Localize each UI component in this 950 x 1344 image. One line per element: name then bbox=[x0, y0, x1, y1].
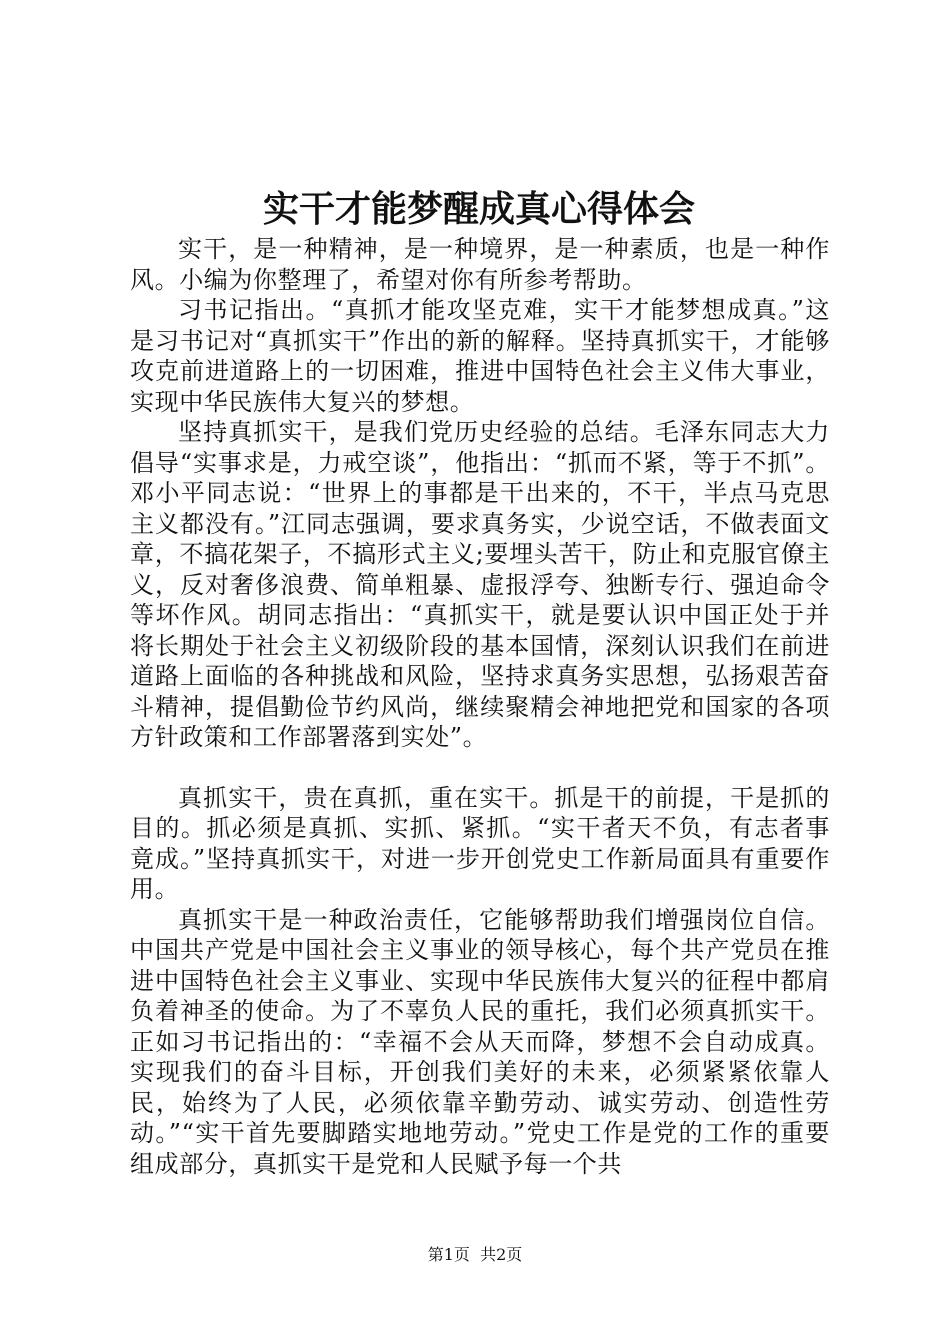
page-total: 共2页 bbox=[480, 1245, 523, 1264]
document-title: 实干才能梦醒成真心得体会 bbox=[262, 188, 695, 230]
paragraph-essence: 真抓实干，贵在真抓，重在实干。抓是干的前提，干是抓的目的。抓必须是真抓、实抓、紧抓。“实干者天不负，有志者事竟成。”坚持真抓实干，对进一步开创党史工作新局面具有重要作用。 bbox=[130, 783, 830, 903]
document-body bbox=[130, 234, 830, 1179]
paragraph-responsibility: 真抓实干是一种政治责任，它能够帮助我们增强岗位自信。中国共产党是中国社会主义事业的领导核心，每个共产党员在推进中国特色社会主义事业、实现中华民族伟大复兴的征程中都肩负着神圣的使命。为了不辜负人民的重托，我们必须真抓实干。正如习书记指出的：“幸福不会从天而降，梦想不会自动成真。实现我们的奋斗目标，开创我们美好的未来，必须紧紧依靠人民，始终为了人民，必须依靠辛勤劳动、诚实劳动、创造性劳动。”“实干首先要脚踏实地地劳动。”党史工作是党的工作的重要组成部分，真抓实干是党和人民赋予每一个共 bbox=[130, 905, 830, 1178]
paragraph-history: 坚持真抓实干，是我们党历史经验的总结。毛泽东同志大力倡导“实事求是，力戒空谈”，他指出：“抓而不紧，等于不抓”。邓小平同志说：“世界上的事都是干出来的，不干，半点马克思主义都没有。”江同志强调，要求真务实，少说空话，不做表面文章，不搞花架子，不搞形式主义;要埋头苦干，防止和克服官僚主义，反对奢侈浪费、简单粗暴、虚报浮夸、独断专行、强迫命令等坏作风。胡同志指出：“真抓实干，就是要认识中国正处于并将长期处于社会主义初级阶段的基本国情，深刻认识我们在前进道路上面临的各种挑战和风险，坚持求真务实思想，弘扬艰苦奋斗精神，提倡勤俭节约风尚，继续聚精会神地把党和国家的各项方针政策和工作部署落到实处”。 bbox=[130, 418, 830, 751]
page-number: 第1页 bbox=[427, 1245, 470, 1264]
paragraph-intro: 实干，是一种精神，是一种境界，是一种素质，也是一种作风。小编为你整理了，希望对你有所参考帮助。 bbox=[130, 235, 830, 294]
page-footer bbox=[0, 1245, 950, 1265]
paragraph-quote: 习书记指出。“真抓才能攻坚克难，实干才能梦想成真。”这是习书记对“真抓实干”作出的新的解释。坚持真抓实干，才能够攻克前进道路上的一切困难，推进中国特色社会主义伟大事业，实现中华民族伟大复兴的梦想。 bbox=[130, 296, 830, 416]
